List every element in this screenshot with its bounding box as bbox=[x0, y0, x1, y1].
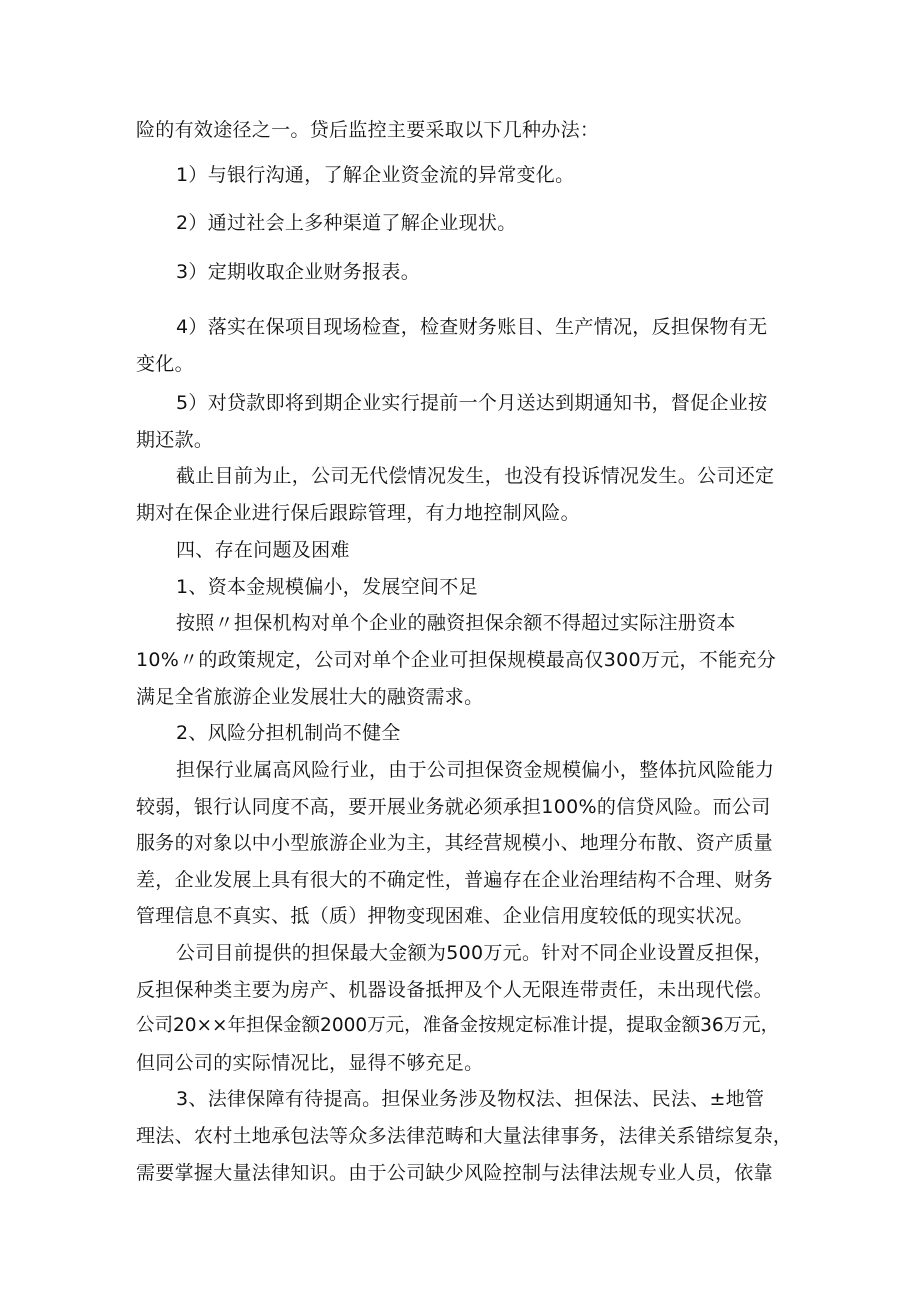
text-line: 需要掌握大量法律知识。由于公司缺少风险控制与法律法规专业人员，依靠 bbox=[136, 1162, 773, 1184]
text-line: 满足全省旅游企业发展壮大的融资需求。 bbox=[136, 686, 484, 708]
text-line: 变化。 bbox=[136, 353, 194, 375]
text-line: 5）对贷款即将到期企业实行提前一个月送达到期通知书，督促企业按 bbox=[176, 392, 768, 414]
text-line: 但同公司的实际情况比，显得不够充足。 bbox=[136, 1052, 484, 1074]
section-heading: 四、存在问题及困难 bbox=[176, 539, 350, 561]
text-line: 期还款。 bbox=[136, 429, 214, 451]
text-line: 公司目前提供的担保最大金额为500万元。针对不同企业设置反担保， bbox=[176, 942, 773, 964]
subsection-heading: 2、风险分担机制尚不健全 bbox=[176, 722, 401, 744]
text-line: 服务的对象以中小型旅游企业为主，其经营规模小、地理分布散、资产质量 bbox=[136, 832, 773, 854]
subsection-heading: 3、法律保障有待提高。担保业务涉及物权法、担保法、民法、±地管 bbox=[176, 1088, 765, 1110]
text-line: 管理信息不真实、抵（质）押物变现困难、企业信用度较低的现实状况。 bbox=[136, 905, 754, 927]
text-line: 险的有效途径之一。贷后监控主要采取以下几种办法： bbox=[136, 119, 600, 141]
text-line: 1）与银行沟通，了解企业资金流的异常变化。 bbox=[176, 164, 575, 186]
text-line: 期对在保企业进行保后跟踪管理，有力地控制风险。 bbox=[136, 502, 580, 524]
text-line: 4）落实在保项目现场检查，检查财务账目、生产情况，反担保物有无 bbox=[176, 316, 768, 338]
text-line: 按照〃担保机构对单个企业的融资担保余额不得超过实际注册资本 bbox=[176, 612, 736, 634]
text-line: 担保行业属高风险行业，由于公司担保资金规模偏小，整体抗风险能力 bbox=[176, 759, 775, 781]
text-line: 较弱，银行认同度不高，要开展业务就必须承担100%的信贷风险。而公司 bbox=[136, 796, 771, 818]
text-line: 3）定期收取企业财务报表。 bbox=[176, 261, 420, 283]
text-line: 差，企业发展上具有很大的不确定性，普遍存在企业治理结构不合理、财务 bbox=[136, 869, 773, 891]
text-line: 2）通过社会上多种渠道了解企业现状。 bbox=[176, 212, 517, 234]
text-line: 反担保种类主要为房产、机器设备抵押及个人无限连带责任，未出现代偿。 bbox=[136, 979, 773, 1001]
text-line: 10%〃的政策规定，公司对单个企业可担保规模最高仅300万元，不能充分 bbox=[136, 649, 776, 671]
text-line: 截止目前为止，公司无代偿情况发生，也没有投诉情况发生。公司还定 bbox=[176, 465, 775, 487]
text-line: 公司20××年担保金额2000万元，准备金按规定标准计提，提取金额36万元， bbox=[136, 1015, 780, 1036]
text-line: 理法、农村土地承包法等众多法律范畴和大量法律事务，法律关系错综复杂， bbox=[136, 1125, 793, 1147]
subsection-heading: 1、资本金规模偏小，发展空间不足 bbox=[176, 576, 478, 598]
